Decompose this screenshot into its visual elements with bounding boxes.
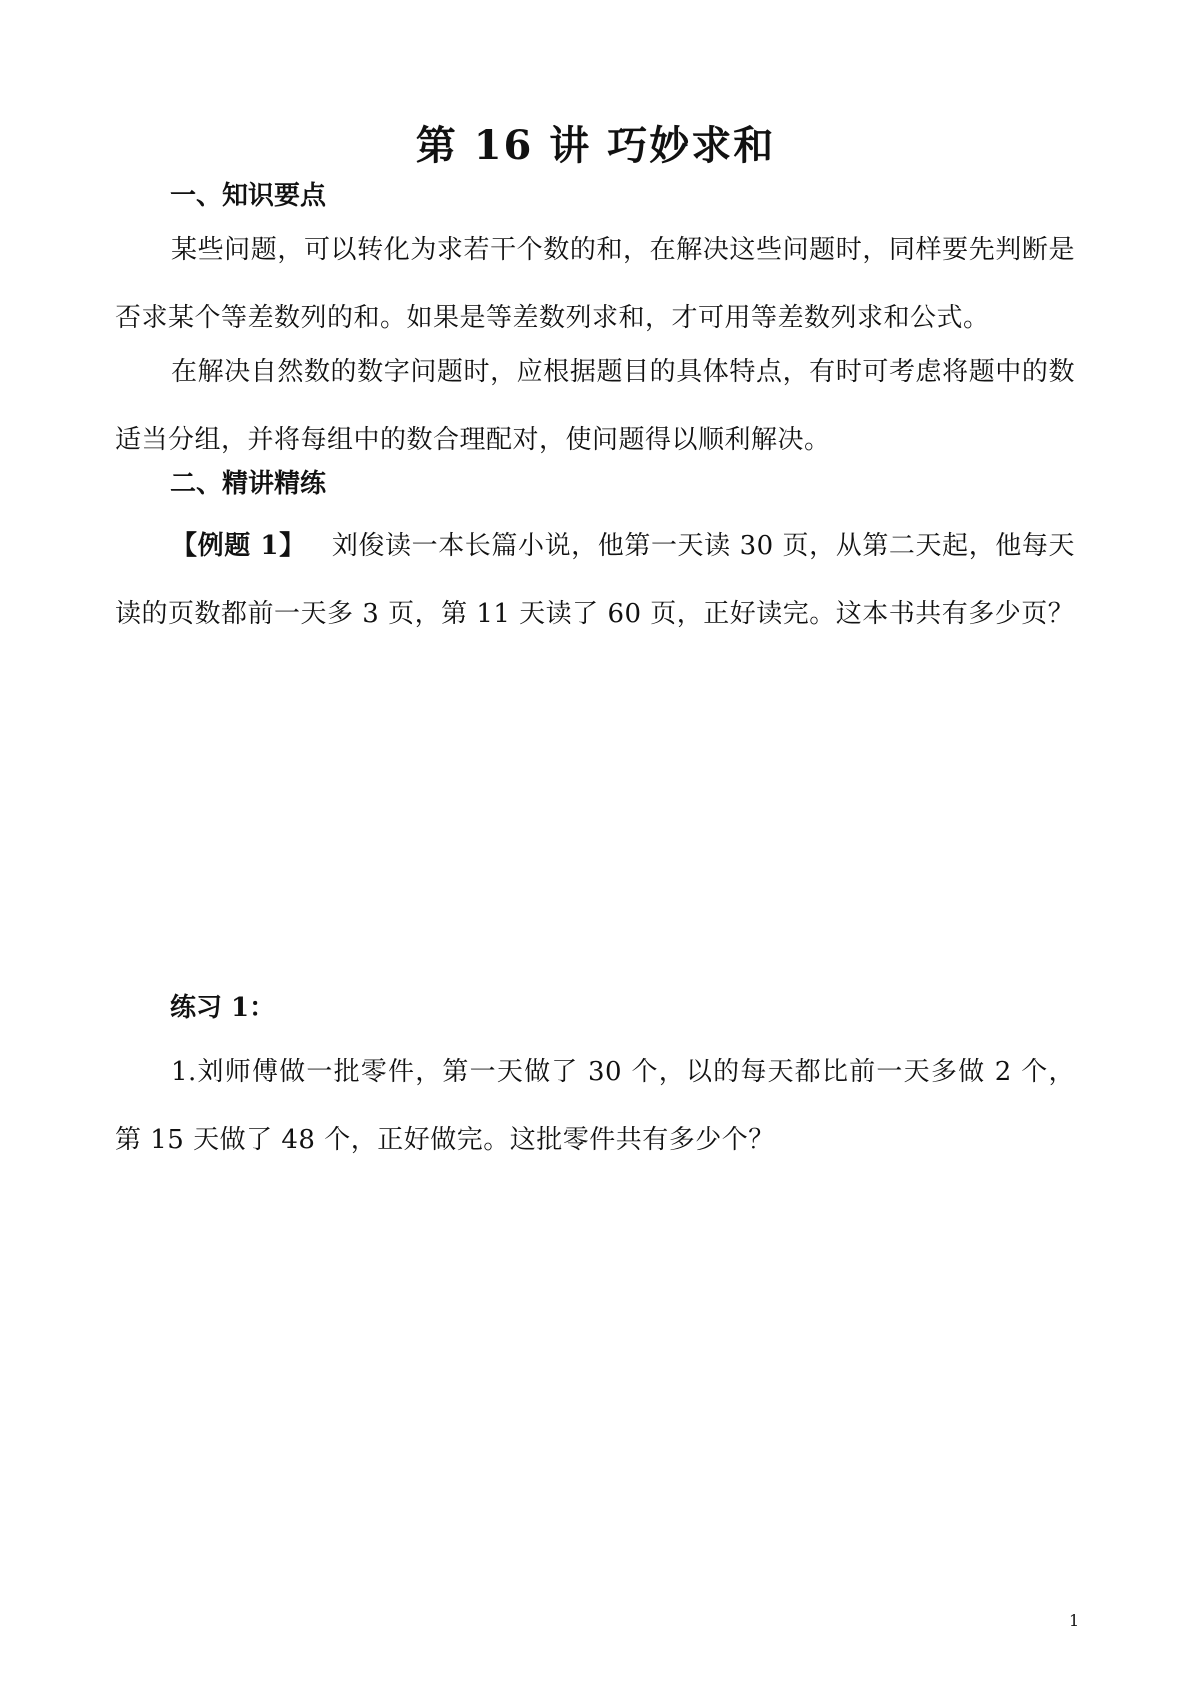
section-heading-lecture-practice: 二、精讲精练	[170, 469, 327, 499]
example-1	[115, 512, 1075, 648]
practice-1-item-1: 1.刘师傅做一批零件，第一天做了 30 个，以的每天都比前一天多做 2 个，第 15 天做了 48 个，正好做完。这批零件共有多少个？	[115, 1057, 1075, 1155]
page-title: 第 16 讲 巧妙求和	[415, 122, 776, 169]
page-number: 1	[1069, 1611, 1080, 1630]
example-1-label: 【例题 1】	[171, 531, 306, 561]
example-1-text: 刘俊读一本长篇小说，他第一天读 30 页，从第二天起，他每天读的页数都前一天多 3 页，第 11 天读了 60 页，正好读完。这本书共有多少页？	[115, 531, 1075, 629]
knowledge-paragraph-2: 在解决自然数的数字问题时，应根据题目的具体特点，有时可考虑将题中的数适当分组，并将每组中的数合理配对，使问题得以顺利解决。	[115, 357, 1075, 455]
knowledge-paragraph-1: 某些问题，可以转化为求若干个数的和，在解决这些问题时，同样要先判断是否求某个等差数列的和。如果是等差数列求和，才可用等差数列求和公式。	[115, 235, 1075, 333]
section-heading-knowledge-points: 一、知识要点	[170, 181, 327, 211]
practice-1-heading: 练习 1：	[170, 993, 276, 1023]
